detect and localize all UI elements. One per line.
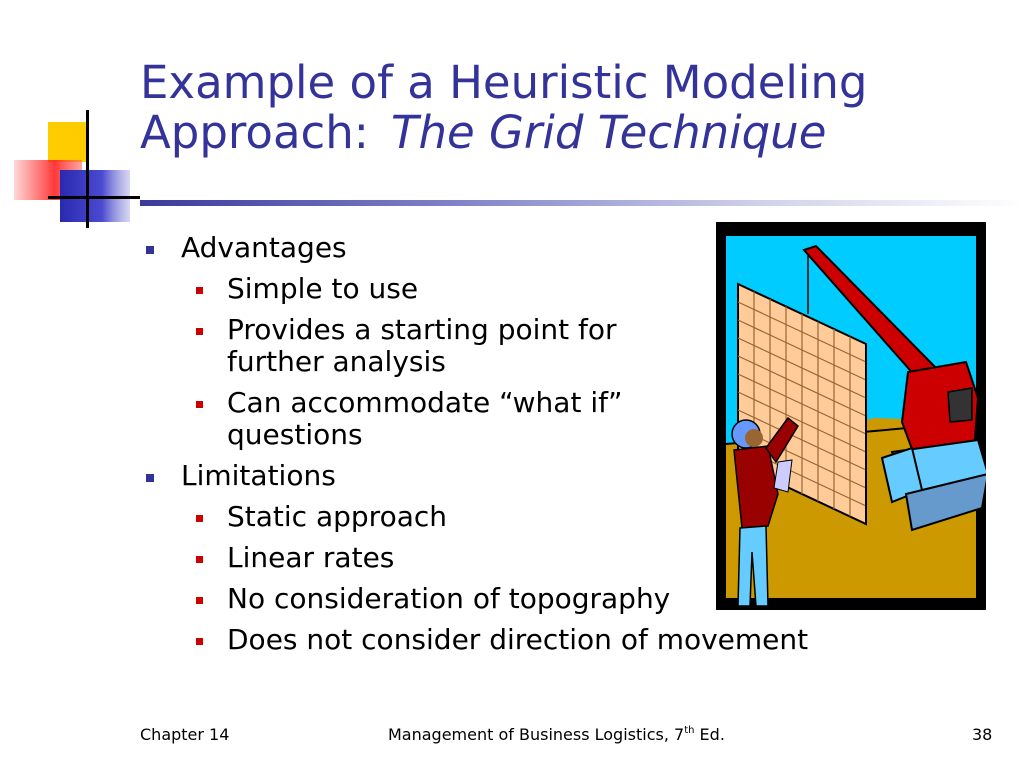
crane-grid-worker-icon bbox=[716, 222, 986, 610]
sub-bullet-marker bbox=[196, 328, 203, 335]
sub-bullet-marker bbox=[196, 638, 203, 645]
sub-bullet-marker bbox=[196, 401, 203, 408]
sub-bullet-text: Static approach bbox=[227, 500, 447, 533]
sub-bullet-text: Provides a starting point for bbox=[227, 313, 617, 346]
sub-bullet-marker bbox=[196, 287, 203, 294]
sub-bullet bbox=[144, 624, 864, 656]
sub-bullet-text-cont: questions bbox=[227, 418, 363, 451]
sub-bullet-marker bbox=[196, 597, 203, 604]
title-line-2 bbox=[140, 108, 1000, 158]
footer-chapter: Chapter 14 bbox=[140, 725, 230, 744]
title-rule bbox=[140, 200, 1024, 206]
footer-book-title bbox=[388, 725, 725, 744]
sub-bullet-text: Does not consider direction of movement bbox=[227, 623, 809, 656]
sub-bullet-text: Linear rates bbox=[227, 541, 395, 574]
sub-bullet-marker bbox=[196, 556, 203, 563]
footer-book-text: Management of Business Logistics, 7 bbox=[388, 725, 685, 744]
bullet-label: Advantages bbox=[181, 231, 347, 264]
title-line-1: Example of a Heuristic Modeling bbox=[140, 56, 868, 109]
bullet-label: Limitations bbox=[181, 459, 336, 492]
bullet-marker bbox=[146, 246, 154, 254]
title-italic: The Grid Technique bbox=[390, 106, 827, 159]
slide-title bbox=[140, 58, 1000, 158]
footer-edition-sup: th bbox=[684, 725, 695, 736]
sub-bullet-marker bbox=[196, 515, 203, 522]
sub-bullet-text: Can accommodate “what if” bbox=[227, 386, 623, 419]
footer-edition-end: Ed. bbox=[694, 725, 725, 744]
title-approach: Approach: bbox=[140, 106, 369, 159]
corner-decoration-icon bbox=[0, 0, 140, 240]
footer-page-number: 38 bbox=[972, 725, 993, 744]
sub-bullet-text: Simple to use bbox=[227, 272, 419, 305]
bullet-marker bbox=[146, 474, 154, 482]
sub-bullet-text-cont: further analysis bbox=[227, 345, 446, 378]
sub-bullet-text: No consideration of topography bbox=[227, 582, 671, 615]
